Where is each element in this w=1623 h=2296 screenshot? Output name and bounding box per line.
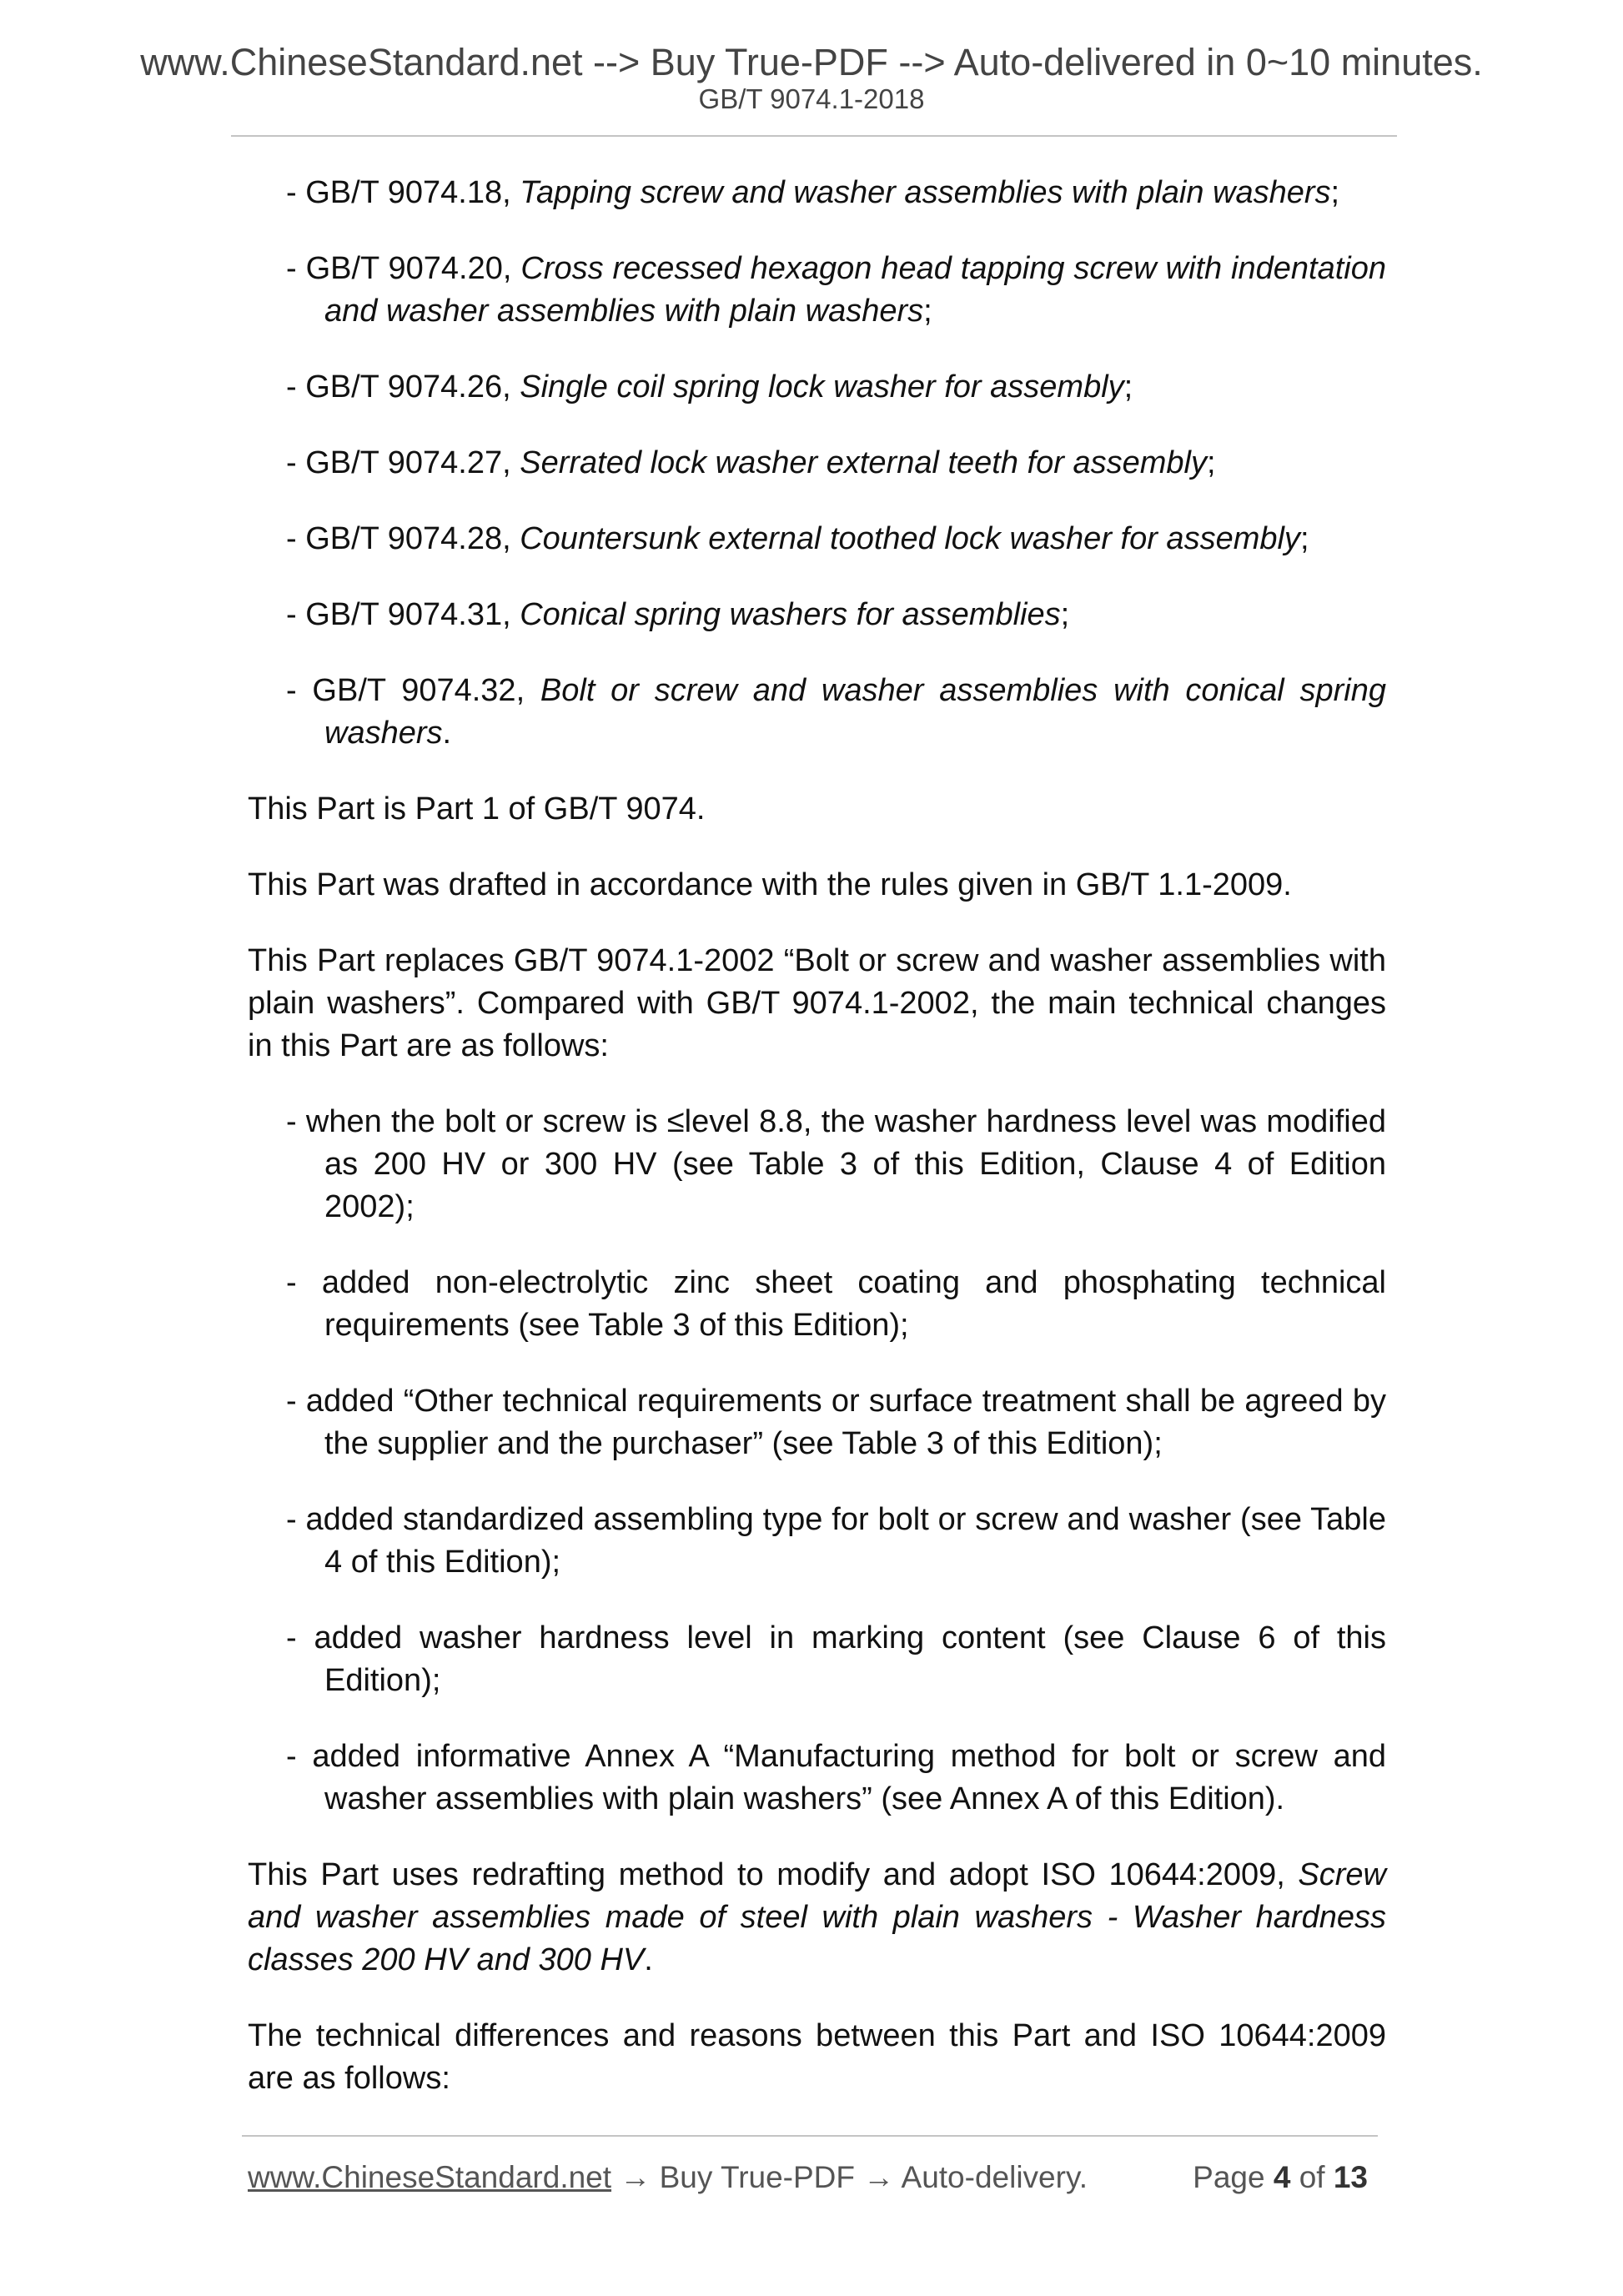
- change-item: - added “Other technical requirements or surface treatment shall be agreed by the supplier and the purchaser” (see Table 3 of this Edition);: [286, 1384, 1386, 1461]
- changes-list: [248, 1101, 1386, 1821]
- reference-item: - GB/T 9074.18, Tapping screw and washer assemblies with plain washers;: [286, 175, 1340, 210]
- reference-item: - GB/T 9074.32, Bolt or screw and washer assemblies with conical spring washers.: [286, 673, 1386, 751]
- reference-list: [248, 172, 1386, 755]
- page-body: [248, 172, 1386, 2133]
- change-item: - added standardized assembling type for bolt or screw and washer (see Table 4 of this Edition);: [286, 1502, 1386, 1580]
- header-divider: [231, 135, 1397, 137]
- page-footer: [248, 2159, 1378, 2196]
- top-banner[interactable]: www.ChineseStandard.net --> Buy True-PDF --> Auto-delivered in 0~10 minutes.: [140, 41, 1483, 83]
- reference-item: - GB/T 9074.26, Single coil spring lock washer for assembly;: [286, 369, 1133, 404]
- reference-item: - GB/T 9074.20, Cross recessed hexagon head tapping screw with indentation and washer assemblies with plain washers;: [286, 251, 1386, 329]
- document-id: GB/T 9074.1-2018: [698, 83, 925, 114]
- differences-intro: The technical differences and reasons between this Part and ISO 10644:2009 are as follows:: [248, 2018, 1386, 2096]
- change-item: - added washer hardness level in marking content (see Clause 6 of this Edition);: [286, 1620, 1386, 1698]
- change-item: - added non-electrolytic zinc sheet coating and phosphating technical requirements (see Table 3 of this Edition);: [286, 1265, 1386, 1343]
- footer-tagline: → Buy True-PDF → Auto-delivery.: [611, 2160, 1088, 2194]
- adoption-statement: This Part uses redrafting method to modify and adopt ISO 10644:2009, Screw and washer assemblies made of steel with plain washers - Washer hardness classes 200 HV and 300 HV.: [248, 1857, 1386, 1977]
- change-item: - when the bolt or screw is ≤level 8.8, the washer hardness level was modified as 200 HV or 300 HV (see Table 3 of this Edition, Clause 4 of Edition 2002);: [286, 1104, 1386, 1224]
- change-item: - added informative Annex A “Manufacturing method for bolt or screw and washer assemblies with plain washers” (see Annex A of this Edition).: [286, 1739, 1386, 1816]
- reference-item: - GB/T 9074.28, Countersunk external toothed lock washer for assembly;: [286, 521, 1309, 556]
- page-indicator: Page 4 of 13: [1193, 2160, 1368, 2194]
- drafting-statement: This Part was drafted in accordance with the rules given in GB/T 1.1-2009.: [248, 867, 1292, 902]
- reference-item: - GB/T 9074.27, Serrated lock washer external teeth for assembly;: [286, 445, 1216, 480]
- part-statement: This Part is Part 1 of GB/T 9074.: [248, 791, 706, 826]
- replacement-statement: This Part replaces GB/T 9074.1-2002 “Bolt or screw and washer assemblies with plain washers”. Compared with GB/T 9074.1-2002, the main technical changes in this Part are as follows:: [248, 943, 1386, 1063]
- footer-divider: [242, 2135, 1378, 2137]
- reference-item: - GB/T 9074.31, Conical spring washers for assemblies;: [286, 597, 1070, 632]
- footer-site-link[interactable]: www.ChineseStandard.net: [248, 2160, 612, 2194]
